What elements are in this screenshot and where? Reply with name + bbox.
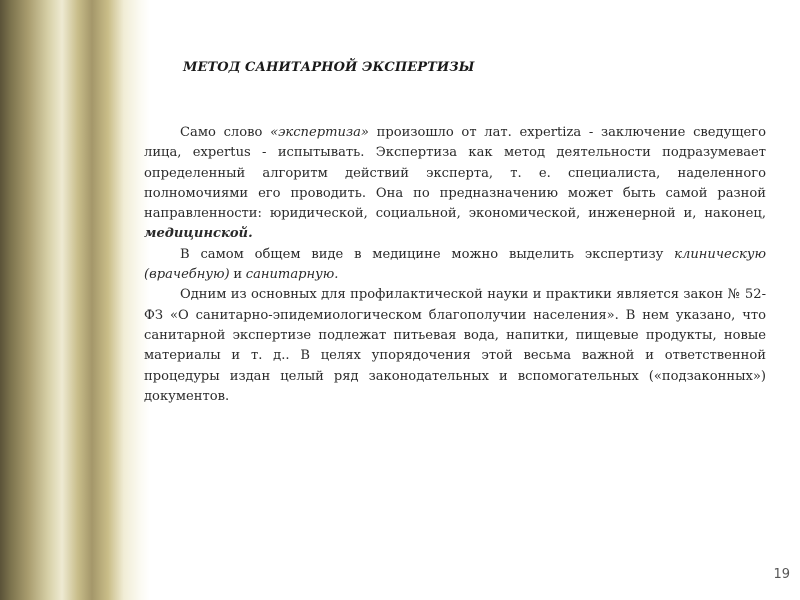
paragraph-2-term-sanitary: санитарную. <box>245 267 339 283</box>
paragraph-3-text: Одним из основных для профилактической науки и практики является закон № 52-ФЗ «О санитарно-эпидемиологическом благополучии населения». В нем указано, что санитарной экспертизе подлежат питьевая вода, напитки, пищевые продукты, новые материалы и т. д.. В целях упорядочения этой весьма важной и ответственной процедуры издан целый ряд законодательных и вспомогательных («подзаконных») документов. <box>144 287 766 404</box>
paragraph-1 <box>144 123 766 245</box>
paragraph-1-term-expertiza: «экспертиза» <box>270 125 369 140</box>
paragraph-1-term-medical: медицинской. <box>144 226 253 242</box>
paragraph-1-text-a: Само слово <box>180 125 271 140</box>
paragraph-2-term-clinical: клиническую (врачебную) <box>144 246 766 283</box>
paragraph-2-text-c: и <box>229 267 246 283</box>
slide-body <box>144 123 766 407</box>
paragraph-1-text-c: произошло от лат. expertiza - заключение сведущего лица, expertus - испытывать. Экспертиза как метод деятельности подразумевает определенный алгоритм действий эксперта, т. е. специалиста, наделенного полномочиями его проводить. Она по предназначению может быть самой разной направленности: юридической, социальной, экономической, инженерной и, наконец, <box>144 125 766 222</box>
slide-title: МЕТОД САНИТАРНОЙ ЭКСПЕРТИЗЫ <box>183 60 475 75</box>
paragraph-2 <box>144 245 766 286</box>
paragraph-3 <box>144 285 766 407</box>
paragraph-2-text-a: В самом общем виде в медицине можно выделить экспертизу <box>180 246 675 262</box>
page-number: 19 <box>773 567 790 582</box>
decorative-side-band <box>0 0 150 600</box>
